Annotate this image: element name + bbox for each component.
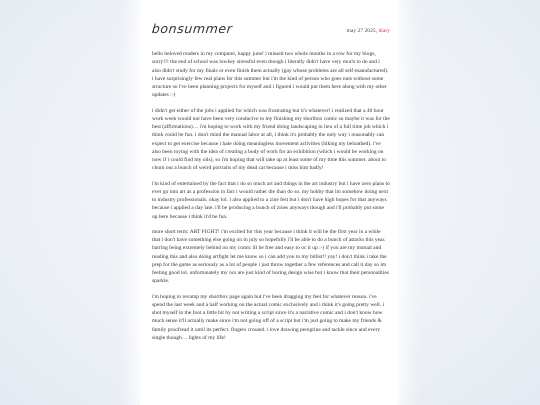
post-header <box>152 21 390 41</box>
post-paragraph: i didn't get either of the jobs i applied for which was frustrating but it's whatever! i realized that a 40 hour work week would not have been very conducive to my finishing my shortbox comic so maybe it was for the best (affirmations)… i'm hoping to work with my friend doing landscaping in lieu of a full time job which i think could be fun. i don't mind the manual labor at all, i think it's probably the only way i reasonably can expect to get exercise because i hate doing meaningless movement activities (hiking my beloathed). i've also been toying with the idea of creating a body of work for an exhibition (which i would be working on now if i could find my oils), so i'm hoping that will take up at least some of my time this summer. about to churn out a bunch of weird portraits of my dead cat because i miss him badly! <box>152 107 390 172</box>
post-body <box>152 50 390 349</box>
post-meta <box>346 28 390 34</box>
post-paragraph: more short term: ART FIGHT! i'm excited for this year because i think it will be the first year in a while that i don't have something else going on in july so hopefully i'll be able to do a bunch of attacks this year. barring being extremely behind on my comic ill be free and easy to oc it up :-) if you are my mutual and reading this and also doing artfight let me know so i can add you to my bitlist!! yay! i don't think i take the prep for the game as seriously as a lot of people i just throw together a few references and call it day so im feeling good lol. unfortunately my ocs are just kind of boring design wise but i know that their personalities sparkle. <box>152 228 389 285</box>
post-tag-link[interactable]: diary <box>378 28 390 34</box>
post-paragraph: hello beloved readers in my computer, happy june! i missed two whole months in a row for my blogs, sorry!!! the end of school was lowkey stressful even though i literally didn't have very much to do and i also didn't study for my finals or even finish them actually (gay whose problems are all self-manufactured). i have surprisingly few real plans for this summer but i'm the kind of person who goes nuts without some structure so i've been planning projects for myself and i figured i would put them here along with my other updates :-) <box>152 51 389 99</box>
site-title[interactable]: bonsummer <box>151 21 234 36</box>
post-date: may 27 2025, <box>346 28 378 34</box>
post-paragraph: i'm hoping to revamp my shortbox page again but i've been dragging my feet for whatever reason. i've spend the last week and a half working on the actual comic exclusively and i think it's going pretty well. i shot myself in the foot a little bit by not writing a script since it's a narrative comic and i don't know how much sense it'll actually make since i'm not going off of a script but i'm just going to make my friends & family proofread it until its perfect. fingers crossed. i love drawing peregrine and tackle since and every single though… lights of my life! <box>152 293 385 341</box>
post-paragraph: i'm kind of entertained by the fact that i do so much art and things in the art industry but i have zero plans to ever go into art as a profession in fact i would rather die than do so. my hobby that im somehow doing next to industry professionals. okay lol. i also applied to a zine fest but i don't have high hopes for that anyways because i applied a day late. i'll be producing a bunch of zines anyways though and i'll probably put some up here because i think it'd be fun. <box>152 180 390 220</box>
